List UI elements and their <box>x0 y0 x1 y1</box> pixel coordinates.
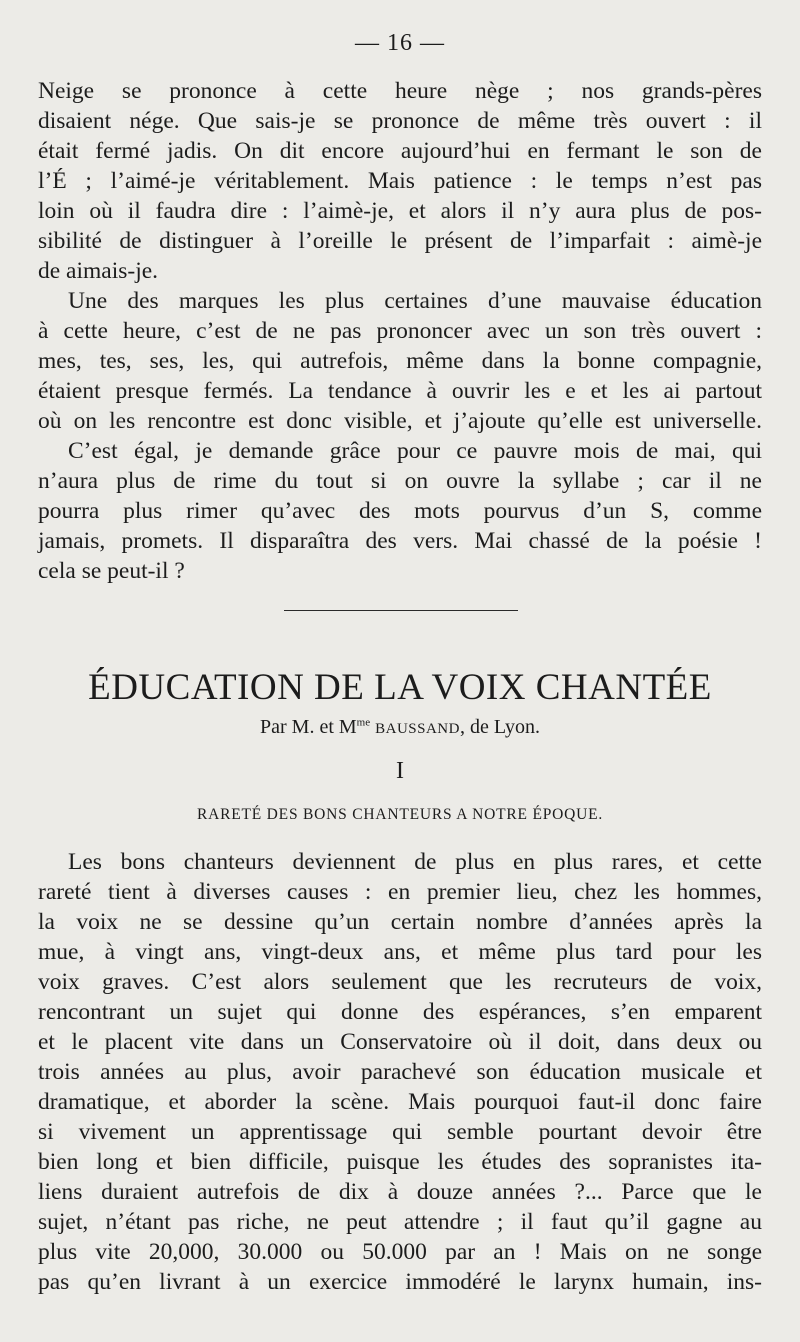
byline <box>0 716 800 739</box>
text-line: cela se peut-il ? <box>38 558 185 584</box>
section-title: ÉDUCATION DE LA VOIX CHANTÉE <box>88 667 712 708</box>
text-line: rareté tient à diverses causes : en premier lieu, chez les hommes, <box>38 879 762 905</box>
byline-suffix: , de Lyon. <box>459 716 540 738</box>
text-line: C’est égal, je demande grâce pour ce pauvre mois de mai, qui <box>68 438 762 464</box>
text-line: jamais, promets. Il disparaîtra des vers. Mai chassé de la poésie ! <box>38 528 762 554</box>
subsection-title: RARETÉ DES BONS CHANTEURS A NOTRE ÉPOQUE. <box>196 806 604 823</box>
text-line: Une des marques les plus certaines d’une mauvaise éducation <box>68 288 762 314</box>
text-line: pourra plus rimer qu’avec des mots pourvus d’un S, comme <box>38 498 762 524</box>
text-line: et le placent vite dans un Conservatoire où il doit, dans deux ou <box>38 1029 762 1055</box>
text-line: l’É ; l’aimé-je véritablement. Mais patience : le temps n’est pas <box>38 168 762 194</box>
text-line: plus vite 20,000, 30.000 ou 50.000 par an ! Mais on ne songe <box>38 1239 762 1265</box>
text-line: la voix ne se dessine qu’un certain nombre d’années après la <box>38 909 762 935</box>
text-line: où on les rencontre est donc visible, et j’ajoute qu’elle est universelle. <box>38 408 762 434</box>
text-line: mue, à vingt ans, vingt-deux ans, et même plus tard pour les <box>38 939 762 965</box>
text-line: à cette heure, c’est de ne pas prononcer avec un son très ouvert : <box>38 318 762 344</box>
text-line: n’aura plus de rime du tout si on ouvre la syllabe ; car il ne <box>38 468 762 494</box>
text-line: sibilité de distinguer à l’oreille le présent de l’imparfait : aimè-je <box>38 228 762 254</box>
text-line: sujet, n’étant pas riche, ne peut attendre ; il faut qu’il gagne au <box>38 1209 762 1235</box>
text-line: rencontrant un sujet qui donne des espérances, s’en emparent <box>38 999 762 1025</box>
text-line: disaient nége. Que sais-je se prononce de même très ouvert : il <box>38 108 762 134</box>
text-line: Neige se prononce à cette heure nège ; nos grands-pères <box>38 78 762 104</box>
text-line: bien long et bien difficile, puisque les études des sopranistes ita- <box>38 1149 762 1175</box>
text-line: pas qu’en livrant à un exercice immodéré le larynx humain, ins- <box>38 1269 762 1295</box>
text-line: voix graves. C’est alors seulement que les recruteurs de voix, <box>38 969 762 995</box>
text-line: Les bons chanteurs deviennent de plus en plus rares, et cette <box>68 849 762 875</box>
byline-prefix: Par M. et M <box>260 716 357 738</box>
text-line: dramatique, et aborder la scène. Mais pourquoi faut-il donc faire <box>38 1089 762 1115</box>
bottom-text-block <box>38 847 762 1297</box>
byline-sup: me <box>356 716 371 729</box>
top-text-block <box>38 76 762 586</box>
part-numeral: I <box>396 758 404 784</box>
text-line: trois années au plus, avoir parachevé son éducation musicale et <box>38 1059 762 1085</box>
text-line: était fermé jadis. On dit encore aujourd’hui en fermant le son de <box>38 138 762 164</box>
text-line: de aimais-je. <box>38 258 159 284</box>
text-line: étaient presque fermés. La tendance à ouvrir les e et les ai partout <box>38 378 762 404</box>
text-line: mes, tes, ses, les, qui autrefois, même dans la bonne compagnie, <box>38 348 762 374</box>
section-divider <box>284 610 518 611</box>
text-line: liens duraient autrefois de dix à douze années ?... Parce que le <box>38 1179 762 1205</box>
author-name: BAUSSAND <box>375 721 460 737</box>
text-line: si vivement un apprentissage qui semble pourtant devoir être <box>38 1119 762 1145</box>
page-number: — 16 — <box>355 30 445 56</box>
text-line: loin où il faudra dire : l’aimè-je, et alors il n’y aura plus de pos- <box>38 198 762 224</box>
